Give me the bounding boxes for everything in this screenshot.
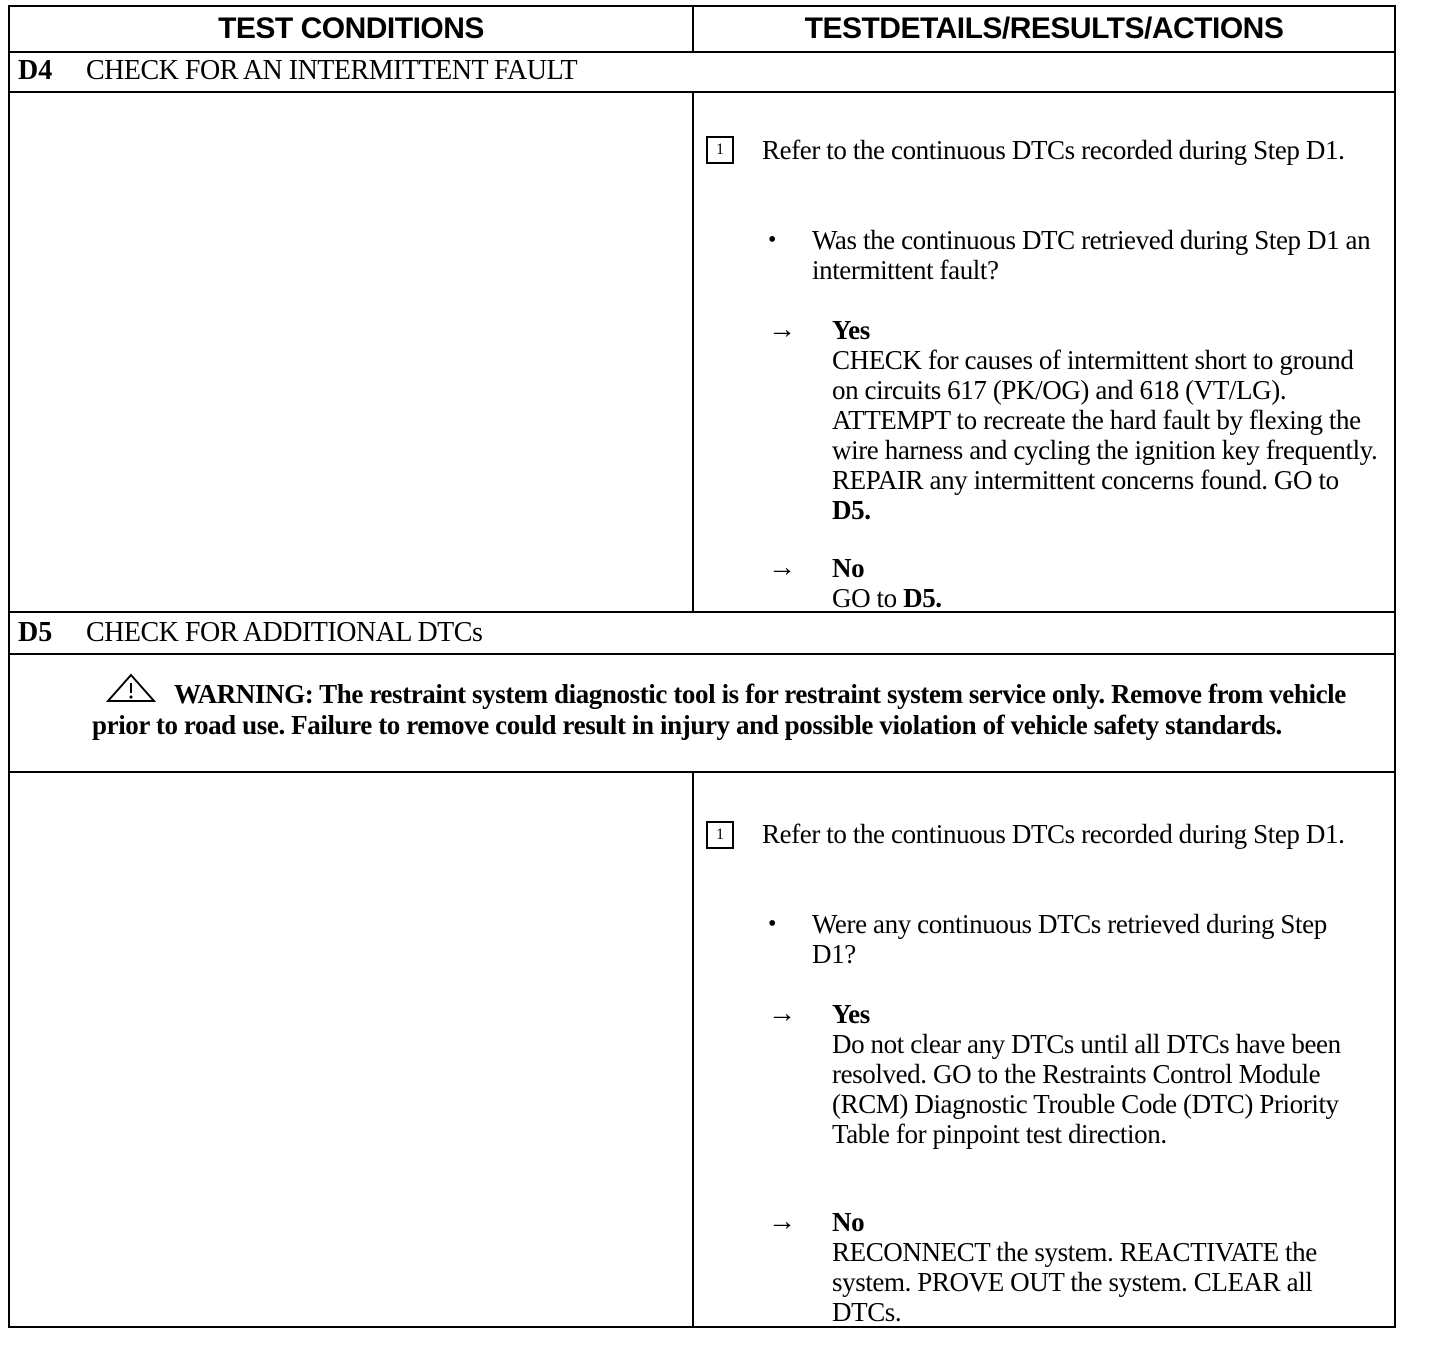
arrow-right-icon: → (768, 314, 796, 345)
bullet-icon: • (768, 227, 777, 253)
arrow-right-icon: → (768, 552, 796, 583)
step-d5-refer-text: Refer to the continuous DTCs recorded during Step D1. (762, 819, 1345, 849)
step-d4-conditions-cell (10, 93, 694, 611)
header-test-details: TESTDETAILS/RESULTS/ACTIONS (804, 12, 1284, 45)
step-d4-number: D4 (18, 55, 53, 86)
step-d5-details-cell (694, 773, 1394, 1326)
step-d4-title (10, 51, 1394, 93)
step-d5-yes-label: Yes (832, 999, 870, 1029)
step-d4-heading: CHECK FOR AN INTERMITTENT FAULT (86, 55, 578, 86)
step-marker-box-icon: 1 (706, 136, 734, 164)
step-d5-conditions-cell (10, 773, 694, 1326)
header-test-conditions: TEST CONDITIONS (10, 7, 694, 51)
step-d5-title (10, 613, 1394, 655)
step-d5-question: Were any continuous DTCs retrieved during Step D1? (812, 909, 1327, 969)
step-d4-no-text: GO to D5. (832, 583, 942, 613)
table-header (10, 7, 1394, 53)
warning-text: WARNING: The restraint system diagnostic tool is for restraint system service only. Remove from vehicle prior to road use. Failure to remove could result in injury and possible violation of vehicle safety standards. (92, 679, 1346, 740)
step-marker-box-icon: 1 (706, 821, 734, 849)
arrow-right-icon: → (768, 1206, 796, 1237)
step-d4-yes-text: CHECK for causes of intermittent short to ground on circuits 617 (PK/OG) and 618 (VT/LG). ATTEMPT to recreate the hard fault by flexing the wire harness and cycling the ignition key frequently. REPAIR any intermittent concerns found. GO to D5. (832, 345, 1378, 525)
step-d5-body (10, 773, 1394, 1326)
step-d4-body (10, 93, 1394, 613)
step-d4-details-cell (694, 93, 1394, 611)
step-d4-no-label: No (832, 553, 865, 583)
diagnostic-table (8, 5, 1396, 1328)
step-d5-number: D5 (18, 617, 53, 648)
bullet-icon: • (768, 911, 777, 937)
warning-row (10, 655, 1394, 773)
step-d4-question: Was the continuous DTC retrieved during Step D1 an intermittent fault? (812, 225, 1371, 285)
step-d5-no-text: RECONNECT the system. REACTIVATE the system. PROVE OUT the system. CLEAR all DTCs. (832, 1237, 1317, 1327)
step-d4-yes-label: Yes (832, 315, 870, 345)
step-d4-refer-text: Refer to the continuous DTCs recorded during Step D1. (762, 135, 1345, 165)
step-d5-heading: CHECK FOR ADDITIONAL DTCs (86, 617, 483, 648)
step-d5-yes-text: Do not clear any DTCs until all DTCs have been resolved. GO to the Restraints Control Module (RCM) Diagnostic Trouble Code (DTC) Priority Table for pinpoint test direction. (832, 1029, 1341, 1149)
step-d5-no-label: No (832, 1207, 865, 1237)
arrow-right-icon: → (768, 998, 796, 1029)
